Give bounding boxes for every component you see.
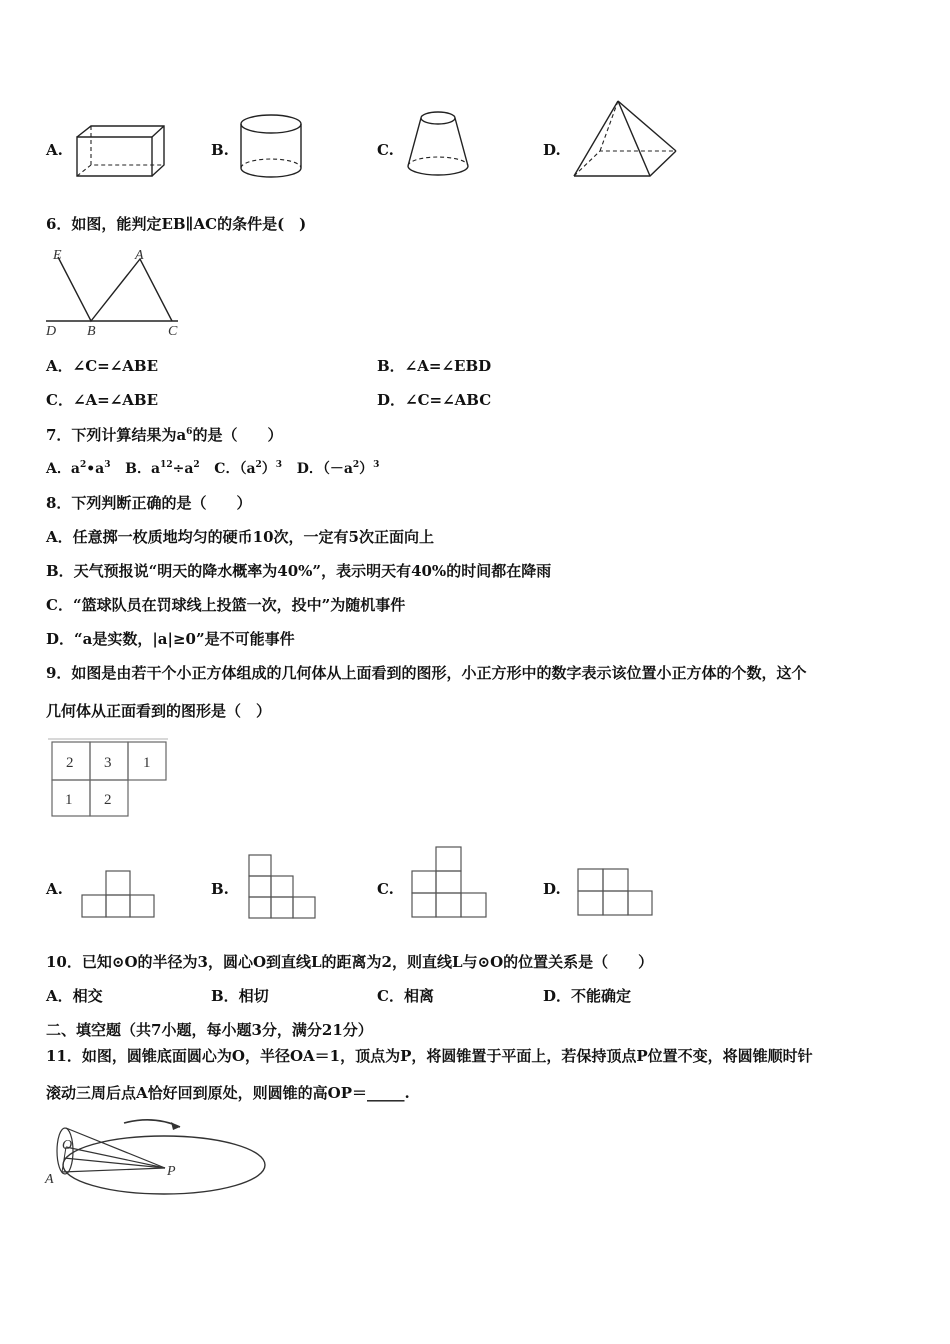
q8-option-d[interactable]: D．“a是实数，|a|≥0”是不可能事件 — [46, 630, 295, 648]
q5-figure-a-cuboid[interactable] — [74, 122, 169, 182]
q10-option-a[interactable]: A．相交 — [46, 987, 103, 1005]
q5-figure-b-cylinder[interactable] — [238, 112, 304, 180]
q9-grid-cell-3: 1 — [143, 755, 151, 771]
q9-figure-a[interactable] — [81, 869, 157, 921]
q9-option-d-label[interactable]: D. — [543, 880, 561, 898]
q11-stem-line1: 11．如图，圆锥底面圆心为O，半径OA＝1，顶点为P，将圆锥置于平面上，若保持顶点P位置不变，将圆锥顺时针 — [46, 1047, 813, 1065]
q6-label-d: D — [46, 324, 57, 339]
q6-label-a: A — [135, 248, 144, 263]
q8-option-c[interactable]: C．“篮球队员在罚球线上投篮一次，投中”为随机事件 — [46, 596, 406, 614]
section-2-title: 二、填空题（共7小题，每小题3分，满分21分） — [46, 1021, 373, 1039]
q9-figure-c[interactable] — [410, 845, 490, 921]
q10-option-b[interactable]: B．相切 — [211, 987, 269, 1005]
q7-option-d[interactable]: D．$(-a^2)^3$ — [296, 460, 380, 477]
q9-option-a-label[interactable]: A. — [46, 880, 63, 898]
q9-figure-b[interactable] — [247, 853, 317, 921]
q7-stem: 7．下列计算结果为$a^6$的是（ ） — [46, 426, 283, 444]
q9-top-view-grid — [48, 738, 170, 820]
q5-figure-c-frustum[interactable] — [405, 108, 471, 180]
q6-label-e: E — [53, 248, 62, 263]
q9-grid-cell-4: 1 — [65, 792, 73, 808]
q5-option-d-label[interactable]: D. — [543, 141, 561, 159]
q8-option-b[interactable]: B．天气预报说“明天的降水概率为40%”，表示明天有40%的时间都在降雨 — [46, 562, 552, 580]
q8-stem: 8．下列判断正确的是（ ） — [46, 494, 252, 512]
q7-options — [46, 458, 379, 478]
q9-stem-line1: 9．如图是由若干个小正方体组成的几何体从上面看到的图形，小正方形中的数字表示该位置小正方体的个数，这个 — [46, 664, 807, 682]
q11-label-p: P — [167, 1164, 176, 1179]
q6-figure — [44, 245, 184, 337]
q11-label-o: O — [62, 1138, 73, 1153]
q9-grid-cell-1: 2 — [66, 755, 74, 771]
q9-figure-d[interactable] — [576, 867, 656, 919]
q5-option-a-label[interactable]: A. — [46, 141, 63, 159]
q10-option-d[interactable]: D．不能确定 — [543, 987, 632, 1005]
q5-option-b-label[interactable]: B. — [211, 141, 229, 159]
q10-stem: 10．已知⊙O的半径为3，圆心O到直线L的距离为2，则直线L与⊙O的位置关系是（ ） — [46, 953, 654, 971]
q6-label-b: B — [87, 324, 96, 339]
q9-stem-line2: 几何体从正面看到的图形是（ ） — [46, 702, 272, 720]
q9-option-b-label[interactable]: B. — [211, 880, 229, 898]
q8-option-a[interactable]: A．任意掷一枚质地均匀的硬币10次，一定有5次正面向上 — [46, 528, 434, 546]
q6-label-c: C — [168, 324, 178, 339]
q7-option-b[interactable]: B．$a^{12}\div a^2$ — [125, 460, 200, 477]
q11-label-a: A — [45, 1172, 54, 1187]
q9-grid-cell-5: 2 — [104, 792, 112, 808]
q6-option-a[interactable]: A．∠C=∠ABE — [46, 357, 159, 375]
q11-stem-line2: 滚动三周后点A恰好回到原处，则圆锥的高OP＝_____. — [46, 1084, 410, 1102]
q11-cone-figure — [42, 1113, 272, 1205]
q6-stem: 6．如图，能判定EB∥AC的条件是( ) — [46, 215, 307, 233]
q6-option-b[interactable]: B．∠A=∠EBD — [377, 357, 492, 375]
q6-option-c[interactable]: C．∠A=∠ABE — [46, 391, 159, 409]
q6-option-d[interactable]: D．∠C=∠ABC — [377, 391, 492, 409]
q7-option-c[interactable]: C．$(a^2)^3$ — [214, 460, 283, 477]
q10-option-c[interactable]: C．相离 — [377, 987, 434, 1005]
q5-figure-d-pyramid[interactable] — [572, 98, 680, 182]
q7-option-a[interactable]: A．$a^2•a^3$ — [46, 460, 111, 477]
q5-option-c-label[interactable]: C. — [377, 141, 394, 159]
q9-option-c-label[interactable]: C. — [377, 880, 394, 898]
q9-grid-cell-2: 3 — [104, 755, 112, 771]
